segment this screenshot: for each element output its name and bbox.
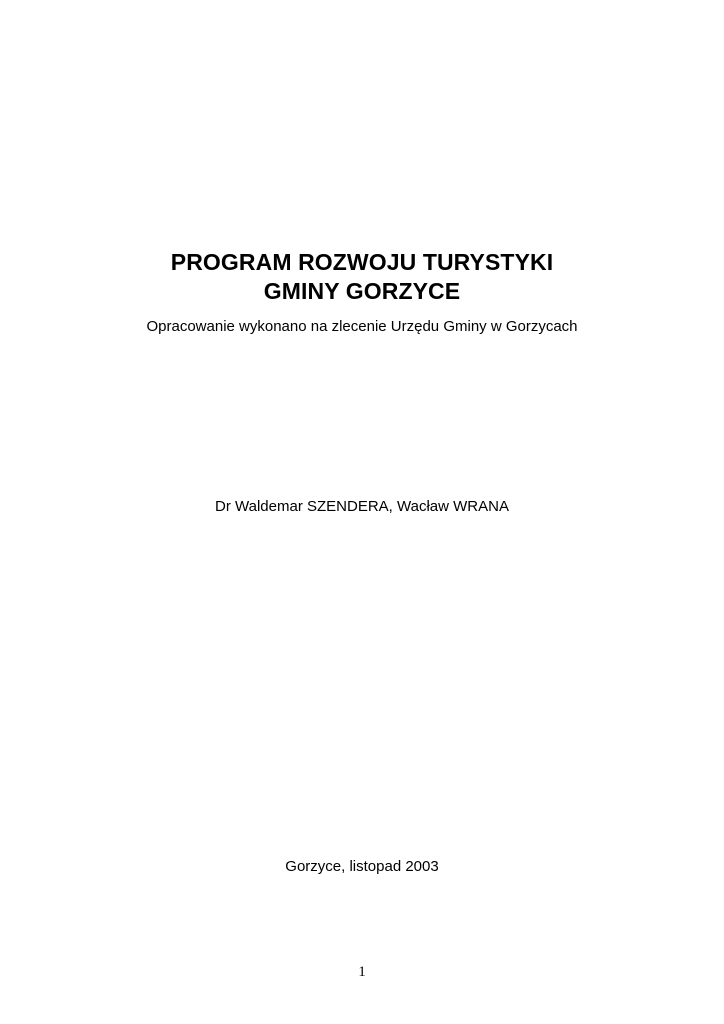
document-title (0, 248, 724, 306)
place-and-date: Gorzyce, listopad 2003 (285, 858, 439, 875)
document-subtitle: Opracowanie wykonano na zlecenie Urzędu Gminy w Gorzycach (146, 318, 578, 335)
title-line-1: PROGRAM ROZWOJU TURYSTYKI (170, 249, 554, 275)
title-line-2: GMINY GORZYCE (263, 278, 461, 304)
page-number: 1 (358, 964, 366, 980)
document-authors: Dr Waldemar SZENDERA, Wacław WRANA (215, 498, 509, 515)
